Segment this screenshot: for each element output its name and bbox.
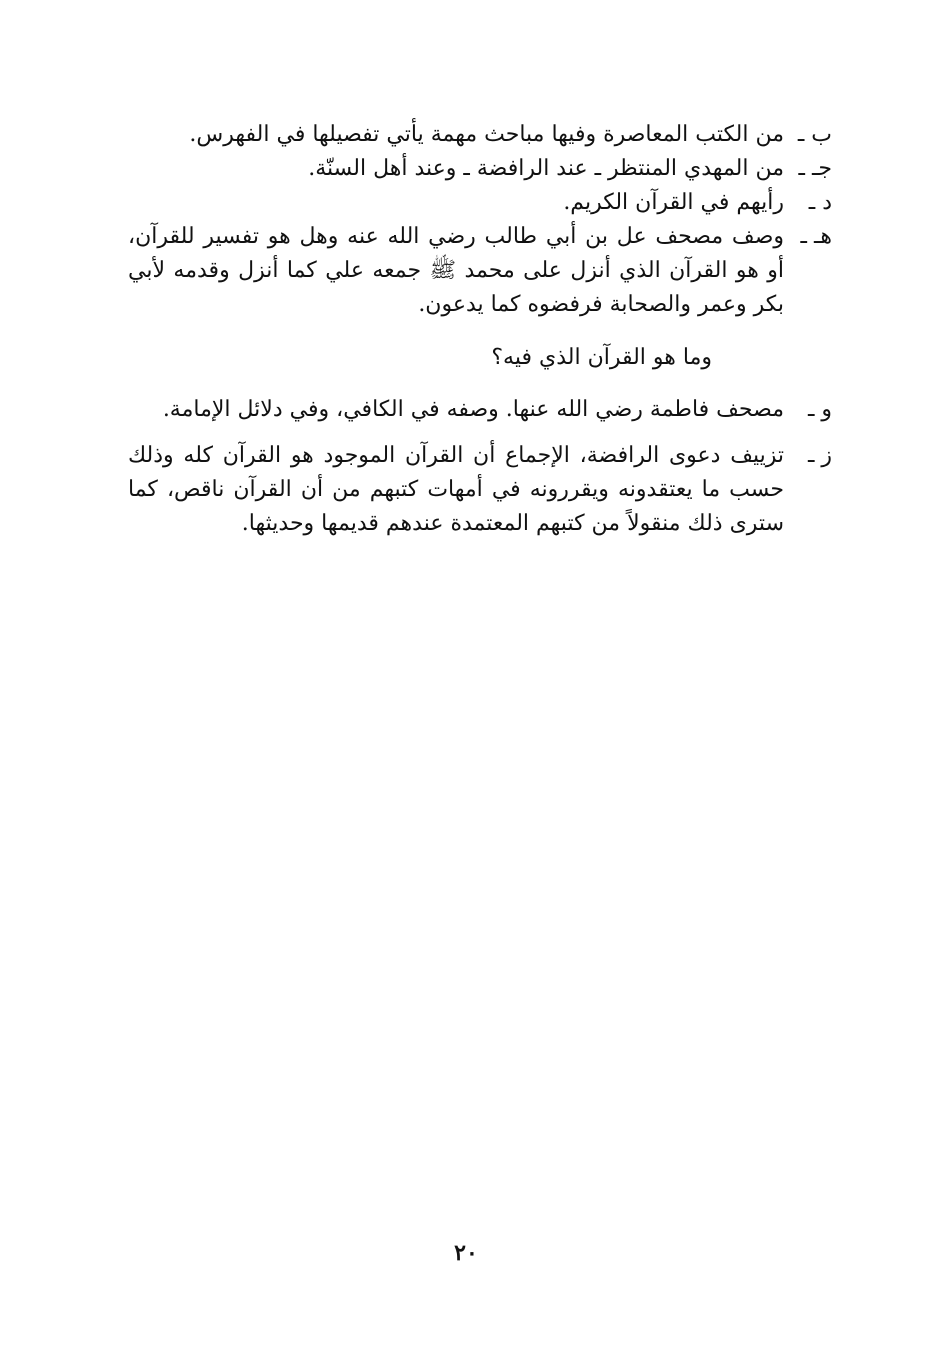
question-line: وما هو القرآن الذي فيه؟ [491,344,712,370]
item-marker: و ـ [807,396,832,422]
list-item-jim [128,152,832,186]
item-marker: جـ ـ [798,156,832,182]
item-marker: د ـ [808,190,832,216]
list-item-ha [128,220,832,322]
item-marker: ب ـ [797,122,832,147]
item-text: رأيهم في القرآن الكريم. [563,190,784,216]
page-number: ٢٠ [454,1240,478,1266]
main-text-block [128,118,832,541]
item-marker: هـ ـ [800,224,832,250]
item-marker: ز ـ [807,442,832,468]
item-text: تزييف دعوى الرافضة، الإجماع أن القرآن الموجود هو القرآن كله وذلك حسب ما يعتقدونه ويقررونه في أمهات كتبهم من أن القرآن ناقص، كما سترى ذلك منقولاً من كتبهم المعتمدة عندهم قديمها وحديثها. [128,442,784,536]
list-item-waw [128,393,832,427]
item-text: من الكتب المعاصرة وفيها مباحث مهمة يأتي تفصيلها في الفهرس. [189,122,784,147]
list-item-ba [128,118,832,152]
item-text: وصف مصحف عل بن أبي طالب رضي الله عنه وهل هو تفسير للقرآن، أو هو القرآن الذي أنزل على محمد ﷺ جمعه علي كما أنزل وقدمه لأبي بكر وعمر والصحابة فرفضوه كما يدعون. [128,224,784,318]
item-text: من المهدي المنتظر ـ عند الرافضة ـ وعند أهل السنّة. [308,156,784,182]
item-text: مصحف فاطمة رضي الله عنها. وصفه في الكافي، وفي دلائل الإمامة. [162,396,784,422]
list-item-dal [128,186,832,220]
list-item-zay [128,439,832,541]
